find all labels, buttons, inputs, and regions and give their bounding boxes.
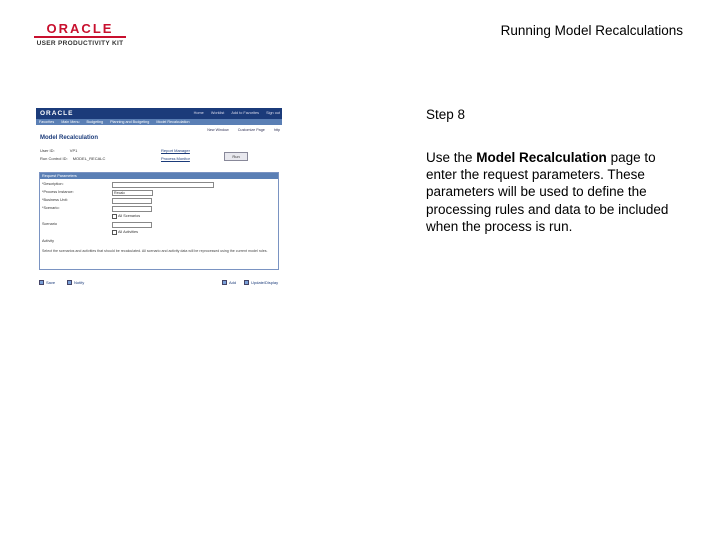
report-manager-link[interactable]: Report Manager <box>161 148 190 153</box>
link-worklist[interactable]: Worklist <box>210 111 225 115</box>
notify-button[interactable] <box>67 280 84 286</box>
save-icon <box>39 280 44 285</box>
all-scenarios-checkbox[interactable] <box>112 214 117 219</box>
run-control-row <box>40 156 105 161</box>
add-button[interactable] <box>222 280 236 286</box>
user-id-row <box>40 148 77 153</box>
logo-divider <box>34 36 126 38</box>
save-label: Save <box>46 280 56 285</box>
description-field[interactable] <box>112 182 214 188</box>
field-label: *Description: <box>42 182 64 186</box>
desc-post: page to enter the request parameters. These parameters will be used to define the processing rules and data to be included when the process is run. <box>426 150 669 234</box>
field-label: *Business Unit: <box>42 198 68 202</box>
breadcrumb-item[interactable]: Planning and Budgeting <box>110 120 150 124</box>
run-control-label: Run Control ID: <box>40 156 68 161</box>
logo-brand: ORACLE <box>46 21 114 36</box>
scenario-field[interactable] <box>112 206 152 212</box>
request-parameters-section <box>39 172 279 270</box>
process-monitor-link[interactable]: Process Monitor <box>161 156 190 161</box>
all-activities-label: All Activities <box>118 230 139 234</box>
notify-label: Notify <box>74 280 85 285</box>
http-link[interactable]: http <box>273 128 280 132</box>
process-instance-select[interactable]: Recalc <box>112 190 153 196</box>
document-title: Running Model Recalculations <box>500 23 683 38</box>
notify-icon <box>67 280 72 285</box>
logo-subtitle: USER PRODUCTIVITY KIT <box>36 40 124 47</box>
run-button[interactable]: Run <box>224 152 248 161</box>
add-label: Add <box>229 280 237 285</box>
new-window-link[interactable]: New Window <box>207 128 229 132</box>
oracle-upk-logo <box>34 22 126 47</box>
scenario-grid-field[interactable] <box>112 222 152 228</box>
application-screenshot <box>36 108 282 292</box>
breadcrumb-item[interactable]: Main Menu <box>61 120 80 124</box>
step-number: Step 8 <box>426 107 466 122</box>
desc-pre: Use the <box>426 150 477 165</box>
app-header-bar <box>36 108 282 119</box>
breadcrumb-item[interactable]: Favorites <box>39 120 55 124</box>
run-control-value: MODEL_RECALC <box>72 156 106 161</box>
save-button[interactable] <box>39 280 55 286</box>
link-sign-out[interactable]: Sign out <box>266 111 280 115</box>
breadcrumb-item[interactable]: Budgeting <box>86 120 104 124</box>
link-home[interactable]: Home <box>193 111 204 115</box>
all-activities-checkbox[interactable] <box>112 230 117 235</box>
business-unit-field[interactable] <box>112 198 152 204</box>
app-logo: ORACLE <box>40 110 74 117</box>
update-label: Update/Display <box>251 280 279 285</box>
utility-links <box>36 125 282 133</box>
field-label: *Process Instance: <box>42 190 74 194</box>
field-label: *Scenario: <box>42 206 60 210</box>
header-links <box>188 111 280 115</box>
instruction-note: Select the scenarios and activities that should be recalculated. All scenario and activity data will be reprocessed using the current model rules. <box>42 249 268 253</box>
add-icon <box>222 280 227 285</box>
user-id-label: User ID: <box>40 148 55 153</box>
user-id-value: VP1 <box>69 148 78 153</box>
scenario-label: Scenario <box>42 222 57 226</box>
update-icon <box>244 280 249 285</box>
section-header: Request Parameters <box>40 173 278 179</box>
link-add-favorites[interactable]: Add to Favorites <box>231 111 259 115</box>
all-scenarios-label: All Scenarios <box>118 214 141 218</box>
step-description <box>426 149 688 235</box>
activity-label: Activity <box>42 239 55 243</box>
page-title: Model Recalculation <box>40 135 99 141</box>
customize-page-link[interactable]: Customize Page <box>237 128 265 132</box>
update-display-button[interactable] <box>244 280 278 286</box>
breadcrumb-item[interactable]: Model Recalculation <box>156 120 190 124</box>
desc-page-name: Model Recalculation <box>476 150 607 165</box>
